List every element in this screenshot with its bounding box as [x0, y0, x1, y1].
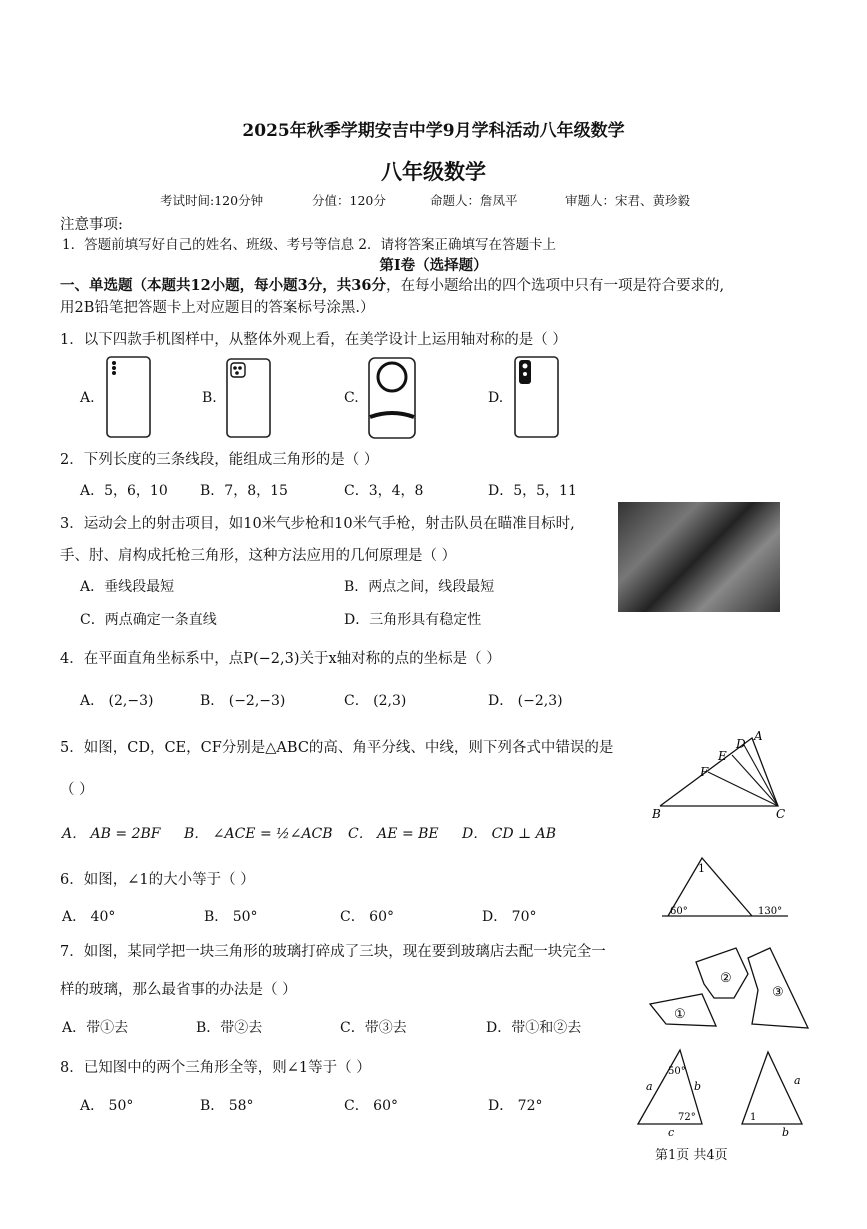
q6-label-60: 60° [670, 906, 688, 917]
exam-score: 分值：120分 [312, 193, 386, 208]
q2-stem: 2．下列长度的三条线段，能组成三角形的是（ ） [60, 452, 379, 468]
q6-option-d[interactable]: D． 70° [482, 909, 537, 925]
q8-label-50: 50° [668, 1066, 686, 1077]
q5-option-b[interactable]: B． ∠ACE = ½∠ACB [184, 826, 333, 842]
q6-label-130: 130° [758, 906, 783, 917]
q1-option-b[interactable]: B. [202, 390, 217, 406]
q5-label-e: E [718, 749, 727, 763]
q8-label-c1: c [668, 1126, 675, 1139]
q5-label-a: A [754, 729, 763, 743]
q2-option-a[interactable]: A．5，6，10 [80, 483, 168, 499]
section-intro-line2: 用2B铅笔把答题卡上对应题目的答案标号涂黑.） [60, 300, 375, 316]
q7-option-b[interactable]: B．带②去 [196, 1020, 263, 1036]
q6-label-angle1: 1 [698, 862, 705, 875]
q8-option-b[interactable]: B． 58° [200, 1098, 254, 1114]
q5-triangle-figure [650, 728, 800, 820]
q3-option-a[interactable]: A．垂线段最短 [80, 579, 175, 595]
q6-stem: 6．如图，∠1的大小等于（ ） [60, 872, 255, 888]
q1-option-d[interactable]: D. [488, 390, 504, 406]
q7-label-piece3: ③ [772, 985, 784, 1000]
q8-triangles-figure [630, 1046, 820, 1138]
q4-option-a[interactable]: A． (2,−3) [80, 693, 154, 709]
exam-subtitle: 八年级数学 [381, 159, 486, 184]
q7-stem-line2: 样的玻璃，那么最省事的办法是（ ） [60, 982, 297, 998]
exam-title: 2025年秋季学期安吉中学9月学科活动八年级数学 [242, 121, 625, 141]
section-intro-rest: ，在每小题给出的四个选项中只有一项是符合要求的, [385, 278, 725, 294]
page-number: 第1页 共4页 [655, 1148, 728, 1163]
q6-triangle-figure [660, 852, 800, 922]
q7-label-piece1: ① [674, 1007, 686, 1022]
q5-label-b: B [652, 807, 661, 821]
q5-label-f: F [700, 765, 709, 779]
q1-stem: 1．以下四款手机图样中，从整体外观上看，在美学设计上运用轴对称的是（ ） [60, 332, 567, 348]
q8-option-c[interactable]: C． 60° [344, 1098, 398, 1114]
section-title: 第I卷（选择题） [379, 257, 488, 274]
phone-a-figure [106, 356, 152, 438]
q8-label-a1: a [646, 1080, 653, 1093]
phone-b-figure [226, 358, 272, 438]
q5-label-c: C [776, 807, 786, 821]
q3-stem-line2: 手、肘、肩构成托枪三角形，这种方法应用的几何原理是（ ） [60, 548, 457, 564]
q8-option-d[interactable]: D． 72° [488, 1098, 543, 1114]
q3-option-b[interactable]: B．两点之间，线段最短 [344, 579, 495, 595]
q8-label-b2: b [782, 1126, 790, 1139]
q3-option-c[interactable]: C．两点确定一条直线 [80, 612, 217, 628]
section-intro-bold: 一、单选题（本题共12小题，每小题3分，共36分 [60, 277, 386, 294]
q8-label-angle1: 1 [750, 1112, 757, 1123]
notes-label: 注意事项: [60, 217, 123, 233]
q5-option-d[interactable]: D． CD ⊥ AB [462, 826, 557, 842]
q7-option-c[interactable]: C．带③去 [340, 1020, 407, 1036]
q6-option-a[interactable]: A． 40° [62, 909, 116, 925]
q7-stem-line1: 7．如图，某同学把一块三角形的玻璃打碎成了三块，现在要到玻璃店去配一块完全一 [60, 944, 606, 960]
notes-text: 1．答题前填写好自己的姓名、班级、考号等信息 2．请将答案正确填写在答题卡上 [62, 237, 556, 253]
exam-author: 命题人：詹凤平 [430, 193, 518, 208]
q1-option-c[interactable]: C. [344, 390, 359, 406]
q5-option-c[interactable]: C． AE = BE [348, 826, 439, 842]
q7-glass-figure [644, 944, 812, 1034]
q4-option-c[interactable]: C． (2,3) [344, 693, 407, 709]
q2-option-c[interactable]: C．3，4，8 [344, 483, 424, 499]
q4-stem: 4．在平面直角坐标系中，点P(−2,3)关于x轴对称的点的坐标是（ ） [60, 651, 501, 667]
q8-label-72: 72° [678, 1112, 696, 1123]
q5-stem-line2: （ ） [60, 782, 94, 798]
q7-option-d[interactable]: D．带①和②去 [486, 1020, 582, 1036]
q4-option-b[interactable]: B． (−2,−3) [200, 693, 286, 709]
q6-option-b[interactable]: B． 50° [204, 909, 258, 925]
q7-label-piece2: ② [720, 971, 732, 986]
q8-option-a[interactable]: A． 50° [80, 1098, 134, 1114]
q2-option-d[interactable]: D．5，5，11 [488, 483, 577, 499]
exam-reviewer: 审题人：宋君、黄珍毅 [565, 193, 691, 208]
q8-label-a2: a [794, 1074, 801, 1087]
section-intro-line1 [60, 274, 724, 295]
shooting-photo [618, 502, 780, 612]
q4-option-d[interactable]: D． (−2,3) [488, 693, 563, 709]
q5-option-a[interactable]: A． AB = 2BF [62, 826, 161, 842]
q5-stem-line1: 5．如图，CD，CE，CF分别是△ABC的高、角平分线、中线，则下列各式中错误的是 [60, 740, 614, 756]
q7-option-a[interactable]: A．带①去 [62, 1020, 129, 1036]
q3-option-d[interactable]: D．三角形具有稳定性 [344, 612, 482, 628]
q8-stem: 8．已知图中的两个三角形全等，则∠1等于（ ） [60, 1060, 371, 1076]
q2-option-b[interactable]: B．7，8，15 [200, 483, 288, 499]
q8-label-b1: b [694, 1080, 702, 1093]
q3-stem-line1: 3．运动会上的射击项目，如10米气步枪和10米气手枪，射击队员在瞄准目标时, [60, 516, 575, 532]
exam-time: 考试时间:120分钟 [160, 193, 264, 208]
q5-label-d: D [736, 737, 746, 751]
q1-option-a[interactable]: A. [80, 390, 95, 406]
phone-d-figure [514, 356, 560, 438]
phone-c-figure [368, 357, 418, 439]
q6-option-c[interactable]: C． 60° [340, 909, 394, 925]
